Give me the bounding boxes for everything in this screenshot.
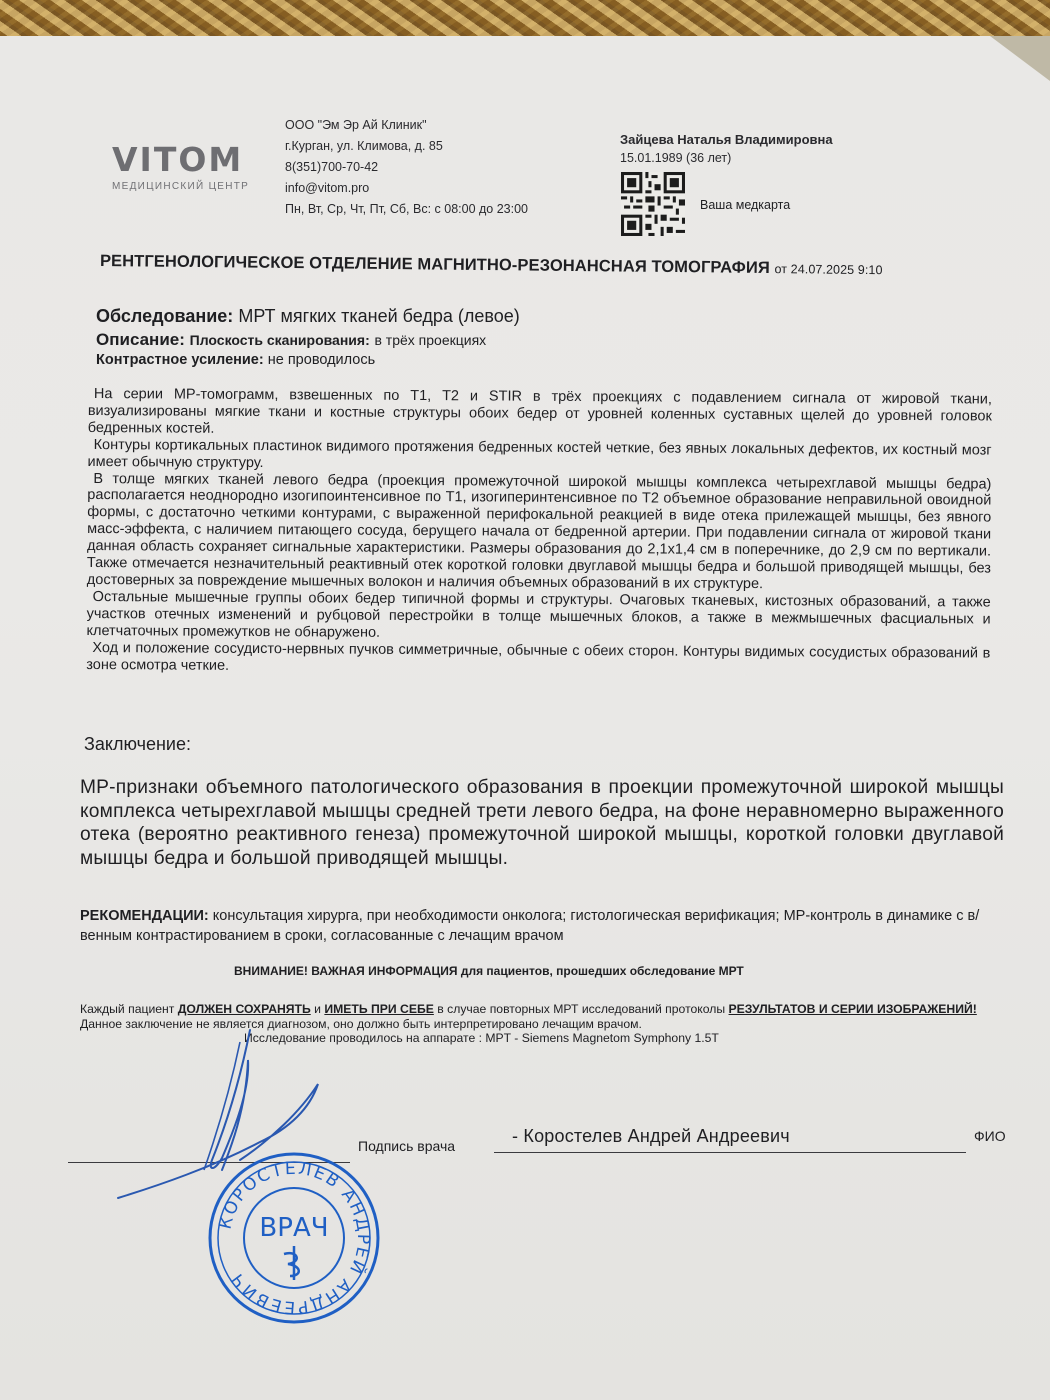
doctor-name: - Коростелев Андрей Андреевич bbox=[512, 1126, 790, 1146]
description-paragraph: Ход и положение сосудисто-нервных пучков симметричные, обычные с обеих сторон. Контуры видимых сосудистых образований в зоне осмотра четкие. bbox=[86, 639, 991, 674]
description-paragraph: На серии МР-томограмм, взвешенных по Т1, Т2 и STIR в трёх проекциях с подавлением сигнала от жировой ткани, визуализированы мягкие ткани и костные структуры обоих бедер от уровней коленных суставных щелей до уровней головок бедренных костей. bbox=[87, 386, 992, 437]
medcard-link: Ваша медкарта bbox=[700, 198, 791, 212]
patient-info bbox=[620, 132, 833, 165]
description-body bbox=[86, 386, 992, 679]
recommendations bbox=[80, 906, 1008, 946]
svg-text:КОРОСТЕЛЕВ АНДРЕЙ АНДРЕЕВИЧ: КОРОСТЕЛЕВ АНДРЕЙ АНДРЕЕВИЧ bbox=[215, 1158, 374, 1318]
conclusion-heading: Заключение: bbox=[84, 734, 191, 754]
logo-subtitle: МЕДИЦИНСКИЙ ЦЕНТР bbox=[112, 181, 250, 192]
recommendations-label: РЕКОМЕНДАЦИИ: bbox=[80, 908, 209, 924]
clinic-info bbox=[285, 115, 528, 220]
signature-label: Подпись врача bbox=[358, 1138, 456, 1154]
clinic-logo bbox=[112, 140, 262, 192]
notice-emphasis: ИМЕТЬ ПРИ СЕБЕ bbox=[324, 1002, 434, 1016]
contrast-line bbox=[96, 352, 375, 368]
clinic-phone: 8(351)700-70-42 bbox=[285, 160, 379, 174]
department-title: РЕНТГЕНОЛОГИЧЕСКОЕ ОТДЕЛЕНИЕ МАГНИТНО-РЕЗОНАНСНАЯ ТОМОГРАФИЯ bbox=[99, 252, 770, 278]
description-line bbox=[96, 330, 486, 350]
notice-part: в случае повторных МРТ исследований протоколы bbox=[437, 1002, 726, 1016]
description-label: Описание: bbox=[96, 330, 185, 349]
doctor-name-line bbox=[494, 1152, 966, 1153]
doctor-stamp bbox=[206, 1150, 382, 1326]
logo-word: VITOM bbox=[112, 140, 244, 179]
patient-name: Зайцева Наталья Владимировна bbox=[620, 132, 833, 147]
exam-line bbox=[96, 306, 520, 327]
description-paragraph: В толще мягких тканей левого бедра (проекция промежуточной широкой мышцы комплекса четырехглавой мышцы бедра) располагается неоднородно изогипоинтенсивное по Т1, изогиперинтенсивное по Т2 объемное образование неправильной овоидной формы, с достаточно четкими контурами, с выраженной перифокальной реакцией в виде отека прилежащей мышцы, без явного масс-эффекта, с наличием питающего сосуда, берущего начала от бедренной артерии. При подавлении сигнала от жировой ткани данная область сохраняет сигнальные характеристики. Размеры образования до 2,1х1,4 см в поперечнике, до 2,9 см по вертикали. Также отмечается незначительный реактивный отек короткой головки двуглавой мышцы бедра и большой приводящей мышцы, без достоверных за повреждение мышечных волокон и наличия объемных образований в их структуре. bbox=[86, 470, 992, 593]
notice-emphasis: ДОЛЖЕН СОХРАНЯТЬ bbox=[177, 1002, 311, 1016]
patient-dob: 15.01.1989 (36 лет) bbox=[620, 151, 732, 165]
notice-title-bold: ВНИМАНИЕ! ВАЖНАЯ ИНФОРМАЦИЯ bbox=[234, 964, 458, 978]
fio-label: ФИО bbox=[974, 1128, 1006, 1144]
device-info: Исследование проводилось на аппарате : MPT - Siemens Magnetom Symphony 1.5T bbox=[244, 1031, 719, 1045]
plane-label: Плоскость сканирования: bbox=[189, 332, 370, 348]
exam-label: Обследование: bbox=[96, 306, 234, 326]
clinic-email: info@vitom.pro bbox=[285, 181, 370, 195]
description-paragraph: Контуры кортикальных пластинок видимого протяжения бедренных костей четкие, без явных локальных дефектов, их костный мозг имеет обычную структуру. bbox=[87, 436, 992, 471]
clinic-hours: Пн, Вт, Ср, Чт, Пт, Сб, Вс: с 08:00 до 23:00 bbox=[285, 202, 528, 216]
notice-part: и bbox=[314, 1002, 321, 1016]
qr-code-icon bbox=[620, 172, 686, 236]
contrast-label: Контрастное усиление: bbox=[96, 352, 264, 368]
notice-title bbox=[234, 964, 744, 978]
exam-value: МРТ мягких тканей бедра (левое) bbox=[238, 306, 520, 326]
notice-emphasis: РЕЗУЛЬТАТОВ И СЕРИИ ИЗОБРАЖЕНИЙ! bbox=[728, 1002, 977, 1016]
contrast-value: не проводилось bbox=[267, 352, 376, 368]
notice-title-rest: для пациентов, прошедших обследование МРТ bbox=[460, 964, 744, 978]
conclusion-text: МР-признаки объемного патологического образования в проекции промежуточной широкой мышцы комплекса четырехглавой мышцы средней трети левого бедра, на фоне неравномерно выраженного отека (вероятно реактивного генеза) промежуточной широкой мышцы, короткой головки двуглавой мышцы бедра и большой приводящей мышцы. bbox=[80, 777, 1004, 869]
recommendations-text: консультация хирурга, при необходимости онколога; гистологическая верификация; МР-контроль в динамике с в/венным контрастированием в сроки, согласованные с лечащим врачом bbox=[80, 908, 980, 944]
notice-part: Данное заключение не является диагнозом, оно должно быть интерпретировано лечащим врачом. bbox=[80, 1016, 642, 1031]
clinic-name: ООО "Эм Эр Ай Клиник" bbox=[285, 118, 427, 132]
report-date: от 24.07.2025 9:10 bbox=[774, 262, 883, 278]
description-paragraph: Остальные мышечные группы обоих бедер типичной формы и структуры. Очаговых тканевых, кистозных образований, а также участков отечных изменений и рубцовой перестройки в толще мышечных блоков, а также в межмышечных фасциальных и клетчаточных промежутков не обнаружено. bbox=[86, 588, 991, 641]
plane-value: в трёх проекциях bbox=[374, 332, 487, 348]
stamp-center-text: ВРАЧ bbox=[259, 1213, 329, 1243]
clinic-address: г.Курган, ул. Климова, д. 85 bbox=[285, 139, 443, 153]
notice-part: Каждый пациент bbox=[80, 1002, 175, 1016]
